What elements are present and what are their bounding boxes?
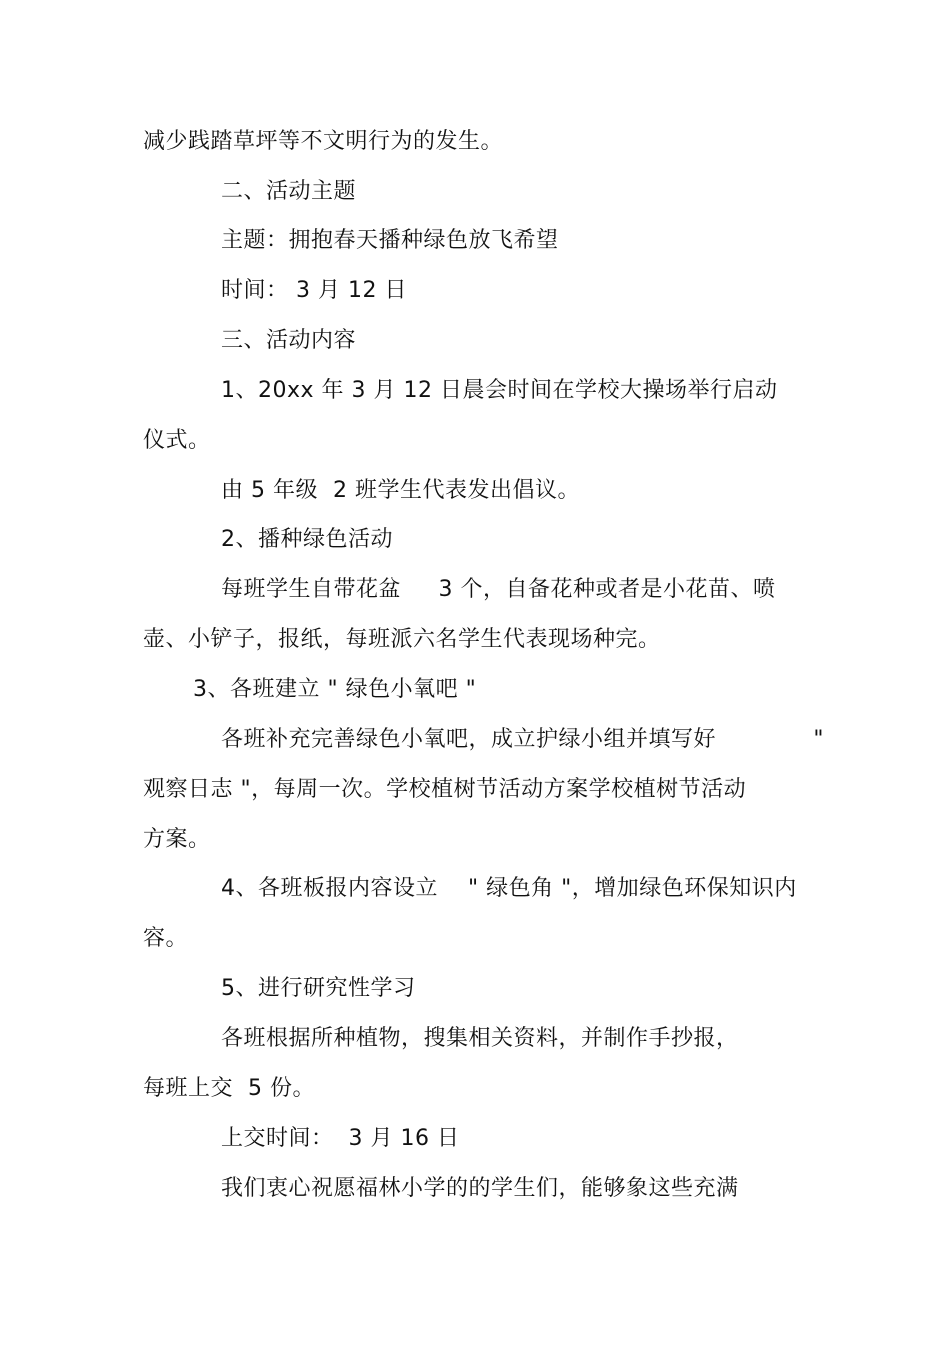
text-line-time: 时间： 3 月 12 日 xyxy=(221,278,407,303)
text-line-item-5: 5、进行研究性学习 xyxy=(221,976,416,1001)
text-line-item-2-detail-cont: 壶、小铲子，报纸，每班派六名学生代表现场种完。 xyxy=(143,627,661,652)
heading-activity-content: 三、活动内容 xyxy=(221,328,357,353)
text-line-item-3-detail: 各班补充完善绿色小氧吧，成立护绿小组并填写好 " xyxy=(221,727,825,752)
heading-activity-theme: 二、活动主题 xyxy=(221,179,357,204)
text-line-item-5-detail: 各班根据所种植物，搜集相关资料，并制作手抄报， xyxy=(221,1026,739,1051)
text-line-item-3-detail-end: 方案。 xyxy=(143,827,211,852)
text-line-item-2-detail: 每班学生自带花盆 3 个，自备花种或者是小花苗、喷 xyxy=(221,577,776,602)
text-line-1: 减少践踏草坪等不文明行为的发生。 xyxy=(143,129,504,154)
text-line-item-3: 3、各班建立 " 绿色小氧吧 " xyxy=(193,677,477,702)
text-line-item-3-detail-cont: 观察日志 "，每周一次。学校植树节活动方案学校植树节活动 xyxy=(143,777,747,802)
text-line-item-1: 1、20xx 年 3 月 12 日晨会时间在学校大操场举行启动 xyxy=(221,378,778,403)
text-line-proposal: 由 5 年级 2 班学生代表发出倡议。 xyxy=(221,478,580,503)
text-line-theme: 主题：拥抱春天播种绿色放飞希望 xyxy=(221,228,559,253)
text-line-item-4: 4、各班板报内容设立 " 绿色角 "，增加绿色环保知识内 xyxy=(221,876,797,901)
text-line-item-2: 2、播种绿色活动 xyxy=(221,527,393,552)
text-line-item-4-cont: 容。 xyxy=(143,926,189,951)
text-line-submit-time: 上交时间： 3 月 16 日 xyxy=(221,1126,460,1151)
text-line-closing: 我们衷心祝愿福林小学的的学生们，能够象这些充满 xyxy=(221,1176,739,1201)
text-line-item-1-cont: 仪式。 xyxy=(143,428,211,453)
text-line-item-5-detail-cont: 每班上交 5 份。 xyxy=(143,1076,315,1101)
